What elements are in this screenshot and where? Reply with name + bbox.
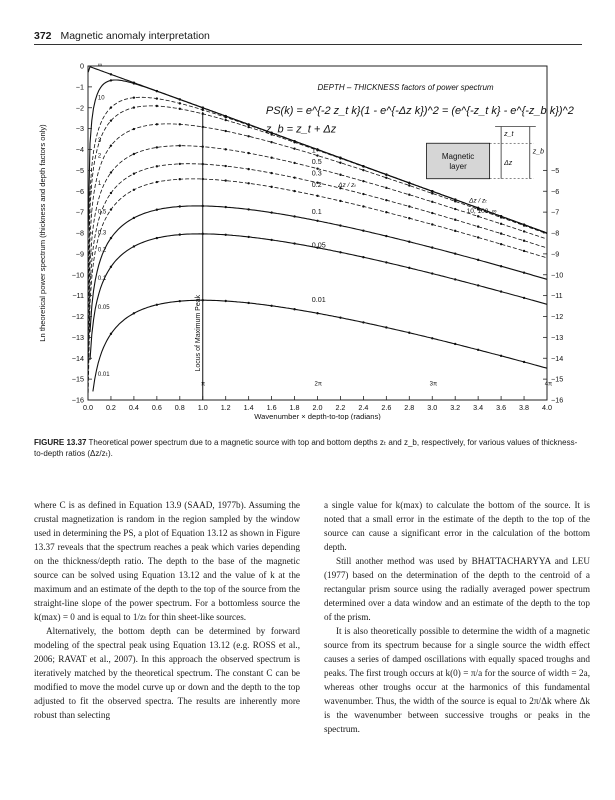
x-tick-label: 1.6	[266, 403, 277, 412]
x-tick-label: 0.4	[128, 403, 139, 412]
curve-marker	[500, 290, 502, 292]
curve-marker	[362, 205, 364, 207]
curve-marker	[133, 173, 135, 175]
page-number: 372	[34, 30, 52, 42]
curve-label: ∞	[97, 62, 103, 69]
x-tick-label: 2.2	[335, 403, 346, 412]
x-tick-label: 1.4	[243, 403, 254, 412]
curve-marker	[431, 201, 433, 203]
ratio-header-right: Δz / zₜ	[468, 197, 488, 205]
y-tick-label: −12	[71, 312, 84, 321]
y-tick-label: −9	[75, 249, 84, 259]
curve-marker	[454, 200, 456, 202]
pi-tick-label: 4π	[544, 381, 553, 388]
curve-marker	[431, 337, 433, 339]
y-tick-label: −4	[75, 145, 84, 154]
x-tick-label: 2.6	[381, 403, 392, 412]
right-y-tick-label: −16	[551, 395, 564, 405]
curve-marker	[523, 230, 525, 232]
curve-marker	[179, 98, 181, 100]
zb-label: z_b	[532, 148, 545, 156]
left-column	[34, 498, 300, 722]
curve-marker	[247, 236, 249, 238]
curve-marker	[454, 252, 456, 254]
x-tick-label: 1.8	[289, 403, 300, 412]
curve-marker	[247, 135, 249, 137]
curve-marker	[225, 165, 227, 167]
curve-marker	[293, 190, 295, 192]
magnetic-layer-label-line1: Magnetic	[441, 151, 475, 161]
curve-marker	[156, 105, 158, 107]
curve-marker	[110, 333, 112, 335]
curve-marker	[431, 192, 433, 194]
x-tick-label: 0.6	[151, 403, 162, 412]
curve-label: 0.5	[97, 209, 107, 216]
curve-marker	[110, 144, 112, 146]
curve-marker	[156, 90, 158, 92]
dz-label: Δz	[504, 160, 513, 168]
right-y-tick-label: −11	[551, 291, 563, 301]
curve-marker	[408, 241, 410, 243]
right-y-tick-label: −9	[551, 249, 560, 259]
curve-marker	[110, 237, 112, 239]
curve-marker	[293, 308, 295, 310]
curve-marker	[454, 219, 456, 221]
curve-marker	[339, 251, 341, 253]
curve-marker	[362, 165, 364, 167]
curve-marker	[225, 234, 227, 236]
curve-marker	[454, 230, 456, 232]
inner-ratio-label: 1	[311, 145, 316, 155]
curve-marker	[156, 146, 158, 148]
annotation-layer	[195, 83, 574, 400]
curve-marker	[339, 157, 341, 159]
right-y-tick-label: −10	[551, 270, 564, 280]
curve-marker	[225, 130, 227, 132]
curve-marker	[110, 208, 112, 210]
curve-marker	[270, 157, 272, 159]
curve-marker	[179, 233, 181, 235]
curve-marker	[179, 102, 181, 104]
curve-marker	[431, 223, 433, 225]
curve-marker	[339, 200, 341, 202]
curve-marker	[110, 79, 112, 81]
curve-marker	[362, 256, 364, 258]
curve-marker	[156, 209, 158, 211]
curve-marker	[156, 237, 158, 239]
curve-marker	[408, 267, 410, 269]
right-y-tick-label: −5	[551, 165, 560, 175]
y-tick-label: −3	[75, 124, 84, 134]
curve-marker	[339, 174, 341, 176]
curve-marker	[408, 217, 410, 219]
x-tick-label: 0.0	[83, 403, 93, 412]
right-column	[324, 498, 590, 736]
curve-marker	[477, 215, 479, 217]
curve-marker	[156, 165, 158, 167]
caption-label: FIGURE 13.37	[34, 438, 87, 447]
y-tick-label: −15	[71, 374, 84, 384]
x-tick-label: 3.4	[473, 403, 484, 412]
running-title: Magnetic anomaly interpretation	[60, 30, 210, 42]
y-tick-label: −10	[71, 270, 84, 280]
inner-ratio-label: 0.5	[311, 157, 322, 167]
y-tick-label: −2	[75, 103, 84, 113]
y-tick-label: 0	[80, 61, 84, 71]
curve-marker	[477, 236, 479, 238]
curve-marker	[385, 187, 387, 189]
y-tick-label: −7	[75, 207, 84, 217]
inner-ratio-label: 0.2	[311, 179, 322, 189]
curve-label: 1	[97, 181, 102, 188]
y-tick-label: −11	[72, 291, 84, 301]
curve-label: 0.01	[97, 372, 110, 379]
pi-tick-label: π	[201, 381, 206, 388]
inner-ratio-label: 0.05	[311, 240, 326, 250]
curve-marker	[202, 109, 204, 111]
curve-marker	[247, 168, 249, 170]
curve-marker	[408, 184, 410, 186]
y-tick-label: −14	[71, 353, 84, 363]
curve-marker	[225, 116, 227, 118]
curve-marker	[500, 243, 502, 245]
curve-label: 10	[97, 95, 105, 102]
curve-marker	[408, 194, 410, 196]
curve-marker	[110, 119, 112, 121]
ratio-right-label: 10, 100, ∞	[466, 208, 497, 216]
x-tick-label: 3.8	[519, 403, 530, 412]
curve-label: 0.05	[97, 305, 110, 312]
curve-marker	[293, 162, 295, 164]
curve-label: 0.3	[97, 230, 107, 237]
curve-marker	[523, 250, 525, 252]
x-tick-label: 3.0	[427, 403, 438, 412]
curve-marker	[293, 215, 295, 217]
curve-marker	[362, 180, 364, 182]
curve-marker	[179, 123, 181, 125]
curve-marker	[431, 246, 433, 248]
curve-marker	[225, 179, 227, 181]
left-paragraph-1: where C is as defined in Equation 13.9 (SAAD, 1977b). Assuming the crustal magnetization is random in the region sampled by the window used in determining the PS, a plot of Equation 13.12 as shown in Figure 13.37 reveals that the spectrum reaches a peak which varies depending on the thickness/depth ratio. The depth to the base of the magnetic source can be solved using Equation 13.12 and the value of k at the maximum and an estimate of the depth to the top of the source from the straight-line slope of the power spectrum. For a bottomless source the k(max) = 0 and is equal to 1/zₜ for thin sheet-like sources.	[34, 500, 300, 622]
curve-marker	[339, 316, 341, 318]
curve-marker	[385, 235, 387, 237]
curve-marker	[500, 265, 502, 267]
x-tick-label: 4.0	[542, 403, 552, 412]
equation-ps: PS(k) = e^{-2 z_t k}(1 - e^{-Δz k})^2 = (e^{-z_t k} - e^{-z_b k})^2	[265, 104, 574, 117]
curve-marker	[316, 312, 318, 314]
curve-marker	[408, 182, 410, 184]
curve-marker	[500, 232, 502, 234]
curve-marker	[385, 261, 387, 263]
curve-label: 0.1	[97, 276, 107, 283]
curve-marker	[133, 128, 135, 130]
x-tick-label: 1.0	[197, 403, 208, 412]
curve-marker	[179, 163, 181, 165]
right-y-tick-label: −8	[551, 228, 560, 238]
curve-marker	[270, 305, 272, 307]
pi-tick-label: 2π	[314, 381, 322, 388]
x-tick-label: 0.8	[174, 403, 185, 412]
curve-marker	[270, 186, 272, 188]
curve-marker	[156, 123, 158, 125]
curve-marker	[408, 205, 410, 207]
curve-marker	[133, 82, 135, 84]
curve-marker	[133, 217, 135, 219]
curve-marker	[293, 147, 295, 149]
curve-marker	[362, 169, 364, 171]
curve-marker	[316, 220, 318, 222]
right-y-tick-label: −6	[551, 186, 560, 196]
curve-marker	[247, 152, 249, 154]
inner-ratio-label: 0.1	[311, 207, 322, 217]
curve-marker	[523, 297, 525, 299]
figure-caption	[34, 437, 582, 459]
inner-ratio-label: 0.3	[311, 168, 322, 178]
curve-marker	[293, 242, 295, 244]
curve-marker	[477, 284, 479, 286]
curve-marker	[523, 272, 525, 274]
curve-marker	[110, 266, 112, 268]
curve-marker	[179, 178, 181, 180]
curve-marker	[385, 177, 387, 179]
curve-marker	[247, 302, 249, 304]
curve-marker	[133, 189, 135, 191]
curve-marker	[362, 321, 364, 323]
right-y-tick-label: −7	[551, 207, 560, 217]
y-tick-label: −8	[75, 228, 84, 238]
running-header	[34, 30, 210, 42]
curve-marker	[431, 272, 433, 274]
curve-marker	[477, 259, 479, 261]
curve-marker	[454, 208, 456, 210]
curve-marker	[179, 108, 181, 110]
ratio-header: Δz / zₜ	[338, 181, 357, 189]
curve-marker	[454, 343, 456, 345]
right-paragraph-2: Still another method was used by BHATTACHARYYA and LEU (1977) based on the determination of the depth to the centroid of a rectangular prism source using the radially averaged power spectrum determined over a data window and an estimate of the depth to the top of the prism.	[324, 556, 590, 622]
right-y-tick-label: −12	[551, 312, 564, 321]
curve-marker	[362, 193, 364, 195]
curve-marker	[523, 224, 525, 226]
curve-label: 2	[97, 153, 102, 160]
magnetic-layer-label-line2: layer	[449, 161, 467, 171]
curve-marker	[431, 212, 433, 214]
curve-marker	[156, 97, 158, 99]
pi-tick-label: 3π	[429, 381, 438, 388]
curve-marker	[225, 206, 227, 208]
left-paragraph-2: Alternatively, the bottom depth can be determined by forward modeling of the spectral peak using Equation 13.12 (e.g. ROSS et al., 2006; RAVAT et al., 2007). In this approach the observed spectrum is iteratively matched by the theoretical spectrum. The constant C can be modified to move the model curve up or down and the depth to the top adjusted to fit the observed spectra. The results are inherently more robust than selecting	[34, 626, 300, 720]
x-tick-label: 2.0	[312, 403, 323, 412]
curve-marker	[408, 332, 410, 334]
curve-marker	[133, 96, 135, 98]
curve-marker	[225, 119, 227, 121]
curve-marker	[110, 106, 112, 108]
curve-marker	[339, 224, 341, 226]
y-tick-label: −13	[71, 332, 84, 342]
curve-marker	[500, 223, 502, 225]
x-tick-label: 3.6	[496, 403, 507, 412]
caption-text: Theoretical power spectrum due to a magnetic source with top and bottom depths zₜ and z_b, respectively, for various values of thickness-to-depth ratios (Δz/zₜ).	[34, 438, 578, 459]
curve-marker	[156, 304, 158, 306]
curve-marker	[477, 225, 479, 227]
curve-marker	[454, 278, 456, 280]
curve-marker	[523, 240, 525, 242]
right-y-tick-label: −14	[551, 353, 564, 363]
y-axis-title: Ln theoretical power spectrum (thickness and depth factors only)	[38, 124, 47, 342]
curve-marker	[179, 145, 181, 147]
y-tick-label: −6	[75, 186, 84, 196]
y-tick-label: −5	[75, 165, 84, 175]
curve-marker	[133, 153, 135, 155]
curve-marker	[316, 195, 318, 197]
curve-ratio-0x01	[93, 300, 547, 391]
curve-label: 3	[97, 137, 102, 144]
curve-marker	[293, 176, 295, 178]
curve-marker	[247, 126, 249, 128]
x-tick-label: 2.4	[358, 403, 369, 412]
curve-marker	[385, 199, 387, 201]
curve-marker	[293, 141, 295, 143]
curve-marker	[179, 205, 181, 207]
header-rule	[34, 44, 582, 45]
x-tick-label: 2.8	[404, 403, 415, 412]
curve-marker	[270, 239, 272, 241]
x-tick-label: 0.2	[105, 403, 116, 412]
curve-marker	[156, 181, 158, 183]
figure-title: DEPTH – THICKNESS factors of power spectrum	[317, 82, 494, 92]
y-tick-label: −16	[71, 395, 84, 405]
power-spectrum-chart	[34, 58, 594, 420]
y-tick-label: −1	[75, 82, 84, 92]
curve-marker	[225, 148, 227, 150]
zt-label: z_t	[504, 130, 514, 138]
curve-marker	[247, 182, 249, 184]
curve-marker	[110, 192, 112, 194]
x-tick-label: 3.2	[450, 403, 461, 412]
curve-marker	[133, 312, 135, 314]
curve-marker	[523, 361, 525, 363]
curve-label: 0.2	[97, 247, 107, 254]
curve-marker	[362, 229, 364, 231]
curve-marker	[133, 245, 135, 247]
equation-zb: z_b = z_t + Δz	[265, 123, 337, 136]
curve-marker	[110, 171, 112, 173]
right-paragraph-3: It is also theoretically possible to determine the width of a magnetic source from its spectrum because for a single source the width effect causes a series of damped oscillations with equally spaced troughs and peaks. The first trough occurs at k(0) = π/a for the source of width = 2a, whereas other troughs occur at the harmonics of this fundamental wavenumber. Thus, the width of the source is equal to 2π/Δk where Δk is the wavenumber between successive troughs or peaks in the spectrum.	[324, 626, 590, 734]
curve-marker	[500, 355, 502, 357]
curve-marker	[385, 174, 387, 176]
curve-marker	[270, 141, 272, 143]
x-tick-label: 1.2	[220, 403, 231, 412]
curve-marker	[316, 149, 318, 151]
curve-marker	[179, 300, 181, 302]
right-y-tick-label: −15	[551, 374, 564, 384]
curve-marker	[500, 216, 502, 218]
curve-marker	[385, 211, 387, 213]
figure-13-37	[34, 58, 594, 420]
x-axis-title: Wavenumber × depth-to-top (radians)	[254, 412, 381, 420]
curve-marker	[202, 107, 204, 109]
curve-marker	[477, 349, 479, 351]
curve-marker	[270, 211, 272, 213]
inner-ratio-label: 0.01	[311, 294, 326, 304]
right-y-tick-label: −13	[551, 332, 564, 342]
curve-marker	[225, 300, 227, 302]
curve-marker	[110, 73, 112, 75]
curve-marker	[133, 106, 135, 108]
curve-marker	[247, 208, 249, 210]
curve-marker	[339, 162, 341, 164]
locus-label: Locus of Maximum Peak	[194, 294, 202, 372]
curve-marker	[270, 172, 272, 174]
right-paragraph-1: a single value for k(max) to calculate the bottom of the source. It is noted that a small error in the estimate of the depth to the top of the source can cause a significant error in the calculation of the bottom depth.	[324, 500, 590, 552]
curve-marker	[385, 326, 387, 328]
